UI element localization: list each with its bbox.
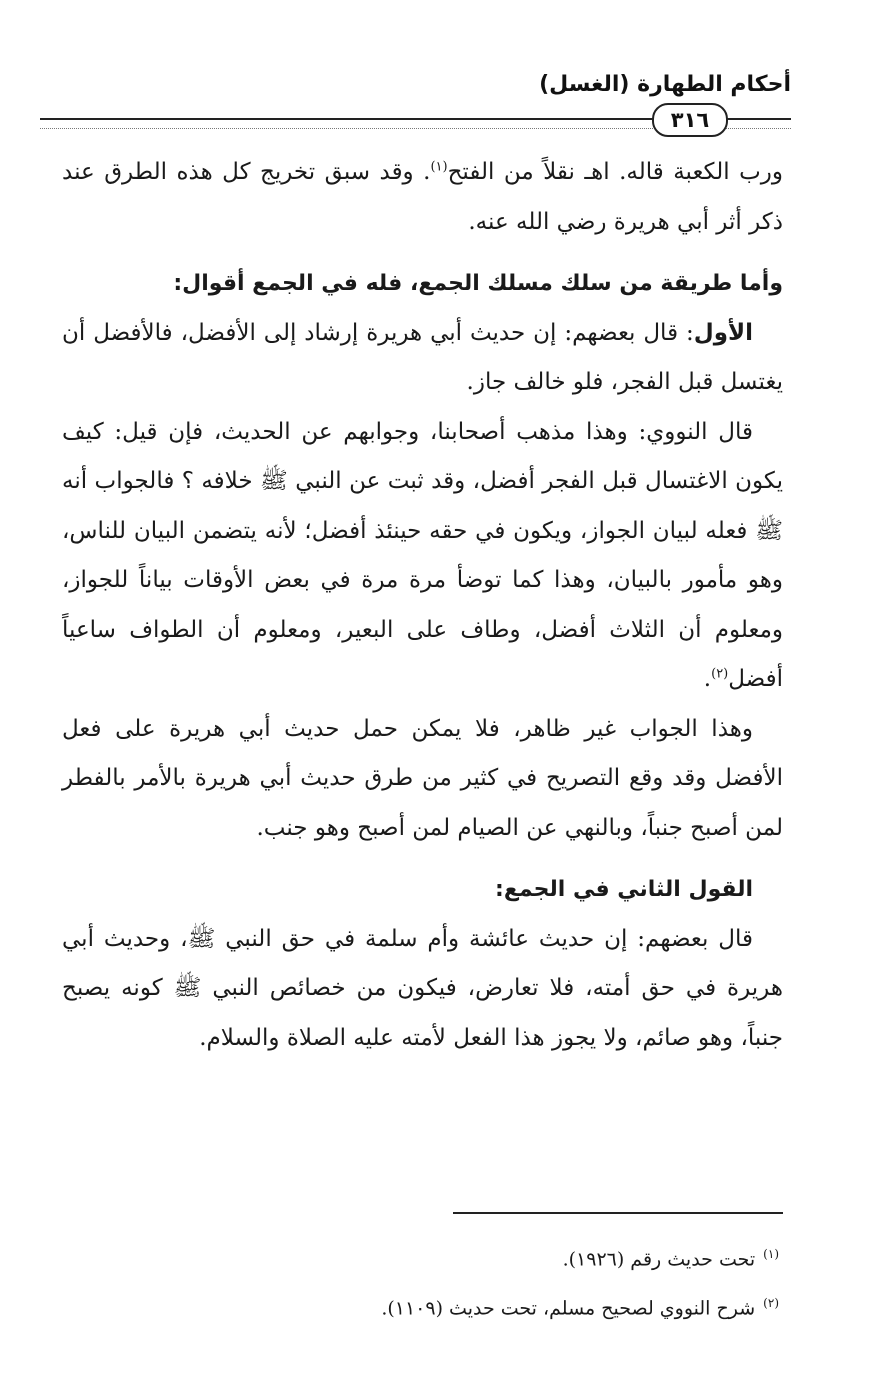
- paragraph-3: [62, 408, 783, 705]
- running-header-title: أحكام الطهارة (الغسل): [539, 72, 791, 97]
- footnote-separator: [453, 1212, 783, 1214]
- footnote-2-text: شرح النووي لصحيح مسلم، تحت حديث (١١٠٩).: [381, 1297, 756, 1320]
- footnote-ref-1: (١): [430, 159, 448, 175]
- paragraph-1-text-cont: . وقد سبق تخريج كل هذه الطرق عند ذكر أثر أبي هريرة رضي الله عنه.: [62, 159, 783, 235]
- paragraph-2-label: الأول: [693, 319, 753, 346]
- footnote-ref-2: (٢): [711, 666, 729, 682]
- footnote-2-mark: (٢): [763, 1296, 779, 1311]
- paragraph-2-text: : قال بعضهم: إن حديث أبي هريرة إرشاد إلى الأفضل، فالأفضل أن يغتسل قبل الفجر، فلو خالف جاز.: [62, 319, 783, 395]
- footnote-1-mark: (١): [763, 1247, 779, 1261]
- section-heading-1: وأما طريقة من سلك مسلك الجمع، فله في الجمع أقوال:: [173, 271, 783, 296]
- footnote-1-text: تحت حديث رقم (١٩٢٦).: [562, 1248, 756, 1271]
- paragraph-5: قال بعضهم: إن حديث عائشة وأم سلمة في حق النبي ﷺ، وحديث أبي هريرة في حق أمته، فلا تعارض، فيكون من خصائص النبي ﷺ كونه يصبح جنباً، وهو صائم، ولا يجوز هذا الفعل لأمته عليه الصلاة والسلام.: [62, 925, 783, 1051]
- paragraph-1: [62, 148, 783, 247]
- paragraph-1-text: ورب الكعبة قاله. اهـ نقلاً من الفتح: [447, 159, 783, 185]
- paragraph-4: وهذا الجواب غير ظاهر، فلا يمكن حمل حديث أبي هريرة على فعل الأفضل وقد وقع التصريح في كثير من طرق حديث أبي هريرة بالأمر بالفطر لمن أصبح جنباً، وبالنهي عن الصيام لمن أصبح وهو جنب.: [62, 715, 783, 841]
- footnote-2: [200, 1281, 779, 1330]
- paragraph-3-end: .: [703, 666, 712, 692]
- paragraph-3-text: قال النووي: وهذا مذهب أصحابنا، وجوابهم عن الحديث، فإن قيل: كيف يكون الاغتسال قبل الفجر أفضل، وقد ثبت عن النبي ﷺ خلافه ؟ فالجواب أنه ﷺ فعله لبيان الجواز، ويكون في حقه حينئذ أفضل؛ لأنه يتضمن البيان للناس، وهو مأمور بالبيان، وهذا كما توضأ مرة مرة في بعض الأوقات بياناً للجواز، ومعلوم أن الثلاث أفضل، وطاف على البعير، ومعلوم أن الطواف ساعياً أفضل: [62, 418, 783, 692]
- page-number: ٣١٦: [652, 103, 728, 137]
- footnote-1: [200, 1232, 779, 1281]
- section-heading-2: القول الثاني في الجمع:: [495, 877, 753, 902]
- footnotes: [200, 1232, 779, 1331]
- paragraph-2: [62, 309, 783, 408]
- body-text: [62, 148, 783, 1063]
